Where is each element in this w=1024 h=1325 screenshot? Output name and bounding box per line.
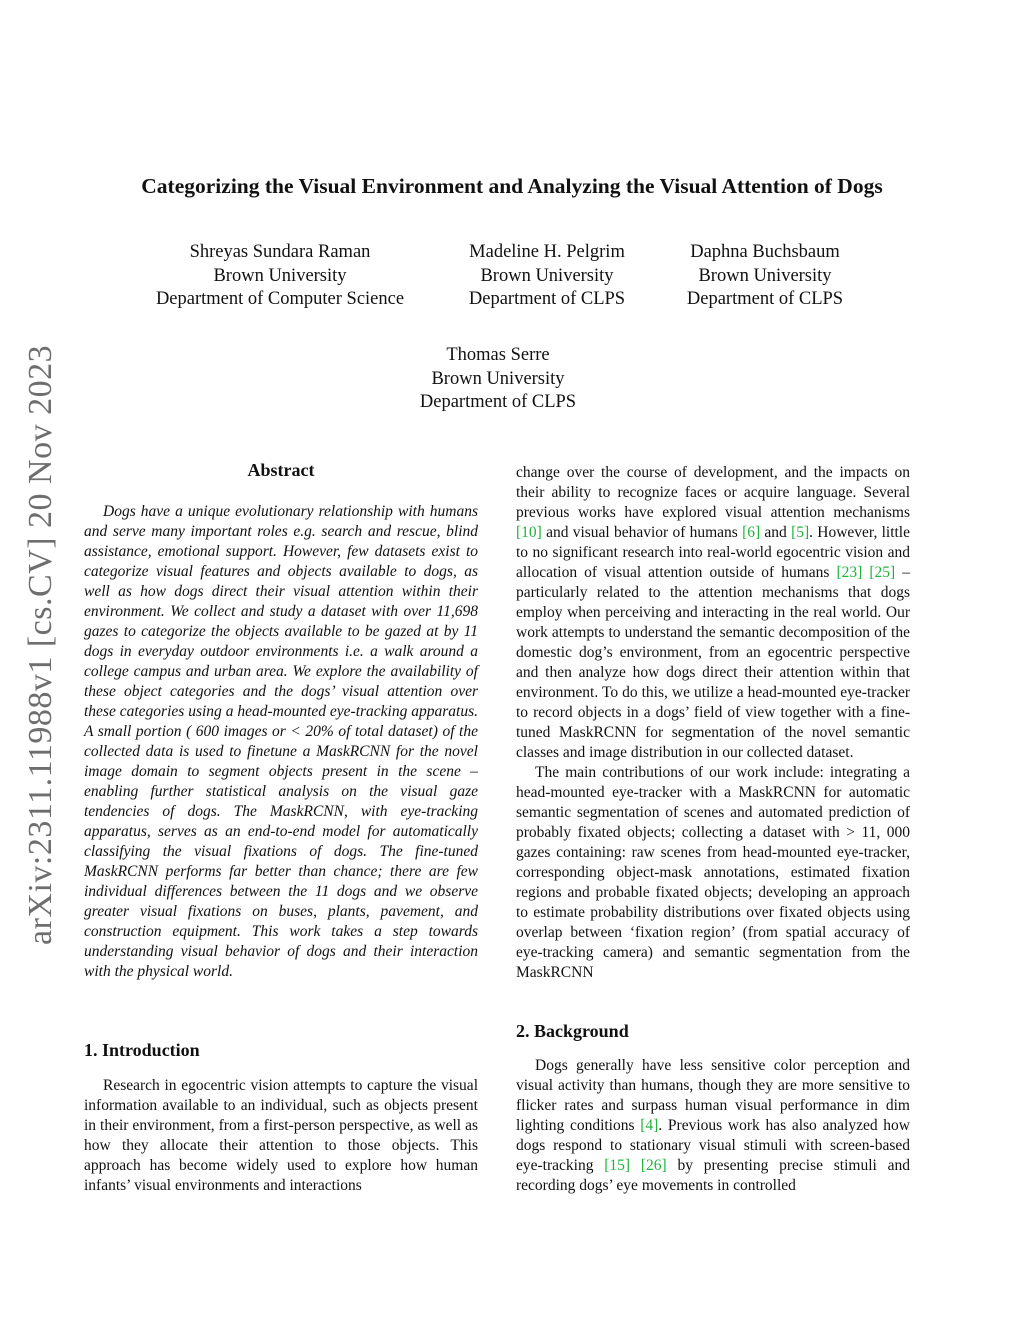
citation-link[interactable]: [15] <box>604 1157 631 1174</box>
author-affiliation: Brown University <box>431 368 565 389</box>
background-text <box>516 1056 910 1196</box>
author-block <box>130 241 430 312</box>
author-block <box>665 241 865 312</box>
text-run: change over the course of development, and the impacts on their ability to recognize faces or acquire language. Several previous works have explored visual attention mechanisms <box>516 464 910 521</box>
author-name: Shreyas Sundara Raman <box>189 242 371 262</box>
citation-link[interactable]: [6] <box>742 524 761 541</box>
introduction-heading: 1. Introduction <box>84 1040 200 1060</box>
author-department: Department of CLPS <box>468 289 626 309</box>
text-run: by presenting precise stimuli and recording dogs’ eye movements in controlled <box>516 1157 910 1194</box>
citation-link[interactable]: [5] <box>791 524 810 541</box>
paper-title: Categorizing the Visual Environment and Analyzing the Visual Attention of Dogs <box>141 174 883 198</box>
introduction-paragraph: Research in egocentric vision attempts to capture the visual information available to an individual, such as objects present in their environment, from a first-person perspective, as well as how they allocate their attention to those objects. This approach has become widely used to explore how human infants’ visual environments and interactions <box>84 1077 478 1194</box>
text-run: – particularly related to the attention mechanisms that dogs employ when perceiving and interacting in the real world. Our work attempts to understand the semantic decomposition of the domestic dog’s environment, from an egocentric perspective and then analyze how dogs direct their attention within that environment. To do this, we utilize a head-mounted eye-tracker to record objects in a dogs’ field of view together with a fine-tuned MaskRCNN for segmentation of the novel semantic classes and image distribution in our collected dataset. <box>516 564 910 761</box>
author-affiliation: Brown University <box>213 265 347 286</box>
author-department: Department of CLPS <box>419 392 577 412</box>
text-run: Dogs generally have less sensitive color perception and visual activity than humans, though they are more sensitive to flicker rates and surpass human visual performance in dim lighting conditions <box>516 1057 910 1134</box>
abstract-heading: Abstract <box>247 460 315 480</box>
text-run: . Previous work has also analyzed how dogs respond to stationary visual stimuli with screen-based eye-tracking <box>516 1117 910 1174</box>
arxiv-identifier: arXiv:2311.11988v1 [cs.CV] 20 Nov 2023 <box>22 344 59 945</box>
author-department: Department of Computer Science <box>155 289 405 309</box>
citation-link[interactable]: [4] <box>640 1117 659 1134</box>
citation-link[interactable]: [23] <box>836 564 863 581</box>
citation-link[interactable]: [26] <box>640 1157 667 1174</box>
citation-link[interactable]: [25] <box>869 564 896 581</box>
author-affiliation: Brown University <box>480 265 614 286</box>
author-name: Daphna Buchsbaum <box>690 242 840 262</box>
right-column-text <box>516 463 910 983</box>
author-name: Thomas Serre <box>446 345 550 365</box>
text-run: . However, little to no significant research into real-world egocentric vision and allocation of visual attention outside of humans <box>516 524 910 581</box>
text-run <box>630 1157 641 1174</box>
author-department: Department of CLPS <box>686 289 844 309</box>
right-column-paragraph-1 <box>516 463 910 763</box>
introduction-text <box>84 1076 478 1196</box>
author-block <box>447 241 647 312</box>
author-name: Madeline H. Pelgrim <box>469 242 625 262</box>
citation-link[interactable]: [10] <box>516 524 542 541</box>
right-column-paragraph-2: The main contributions of our work include: integrating a head-mounted eye-tracker with a MaskRCNN for automatic semantic segmentation of scenes and automated prediction of probably fixated objects; collecting a dataset with > 11, 000 gazes containing: raw scenes from head-mounted eye-tracker, corresponding object-mask annotations, estimated fixation regions and probable fixated objects; developing an approach to estimate probability distributions over fixated objects using overlap between ‘fixation region’ (from spatial accuracy of eye-tracking camera) and semantic segmentation from the MaskRCNN <box>516 764 910 981</box>
text-run: and <box>760 524 792 541</box>
background-paragraph <box>516 1056 910 1196</box>
text-run: and visual behavior of humans <box>541 524 743 541</box>
abstract-text: Dogs have a unique evolutionary relationship with humans and serve many important roles e.g. search and rescue, blind assistance, emotional support. However, few datasets exist to categorize visual features and objects available to dogs, as well as how dogs direct their visual attention within their environment. We collect and study a dataset with over 11,698 gazes to categorize the objects available to be gazed at by 11 dogs in everyday outdoor environments i.e. a walk around a college campus and urban area. We explore the availability of these object categories and the dogs’ visual attention over these categories using a head-mounted eye-tracking apparatus. A small portion ( 600 images or < 20% of total dataset) of the collected data is used to finetune a MaskRCNN for the novel image domain to segment objects present in the scene – enabling further statistical analysis on the visual gaze tendencies of dogs. The MaskRCNN, with eye-tracking apparatus, serves as an end-to-end model for automatically classifying the visual fixations of dogs. The fine-tuned MaskRCNN performs far better than chance; there are few individual differences between the 11 dogs and we observe greater visual fixations on buses, plants, pavement, and construction equipment. This work takes a step towards understanding visual behavior of dogs and their interaction with the physical world. <box>84 503 478 980</box>
author-affiliation: Brown University <box>698 265 832 286</box>
background-heading: 2. Background <box>516 1021 629 1041</box>
author-block <box>398 344 598 415</box>
